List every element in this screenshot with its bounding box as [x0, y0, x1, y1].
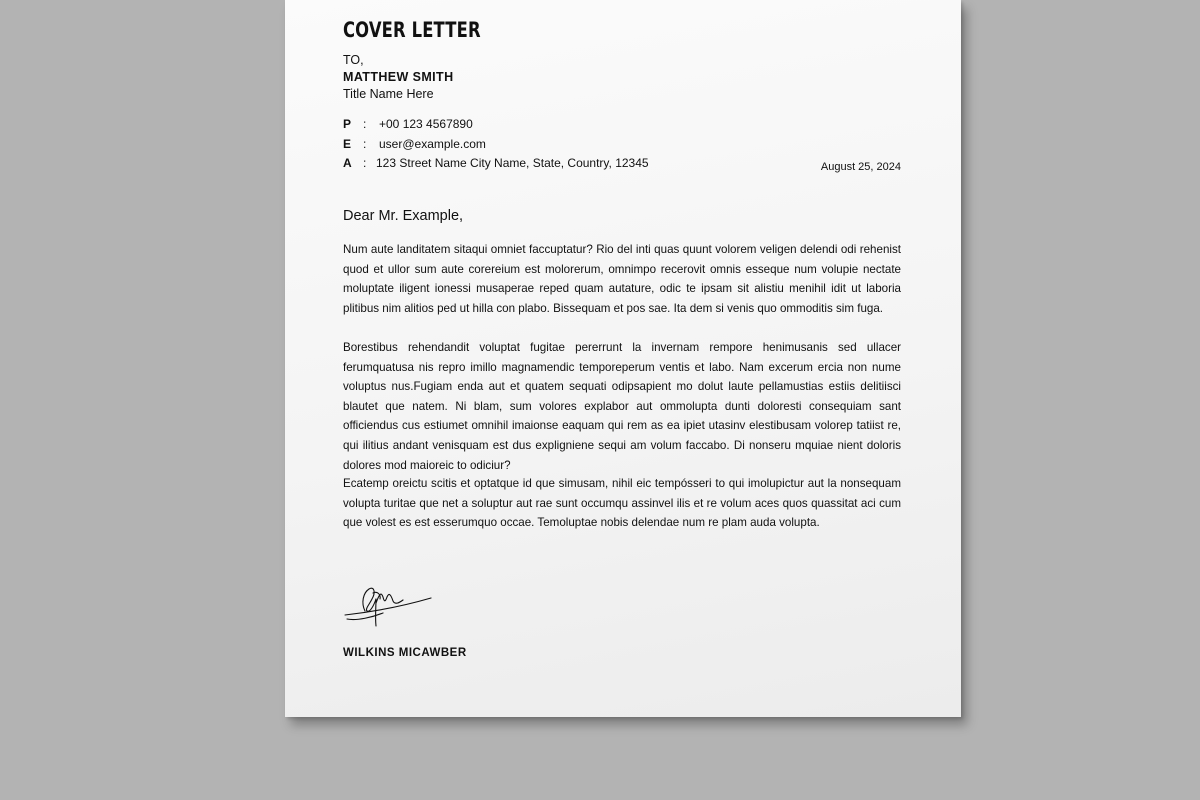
letter-sheet: [285, 0, 961, 717]
email-key: E: [343, 137, 352, 151]
address-key: A: [343, 156, 352, 170]
handwritten-signature-icon: [343, 583, 435, 629]
contact-phone-row: [343, 117, 473, 131]
address-separator: :: [363, 156, 367, 170]
letter-title: COVER LETTER: [343, 18, 481, 42]
phone-separator: :: [363, 117, 367, 131]
contact-email-row: [343, 137, 486, 151]
to-label: TO,: [343, 53, 364, 67]
phone-key: P: [343, 117, 352, 131]
phone-value: +00 123 4567890: [379, 117, 473, 131]
recipient-title: Title Name Here: [343, 87, 434, 101]
email-value: user@example.com: [379, 137, 486, 151]
salutation: Dear Mr. Example,: [343, 208, 464, 224]
letter-date: August 25, 2024: [820, 161, 901, 173]
address-value: 123 Street Name City Name, State, Country, 12345: [376, 156, 649, 170]
recipient-name: MATTHEW SMITH: [343, 70, 454, 84]
body-paragraph-2: Borestibus rehendandit voluptat fugitae pererrunt la invernam rempore henimusanis sed ullacer ferumquatusa nis repro imillo magnamendic temporeperum ventis et labo. Nam excerum ercia non nume voluptus nus.Fugiam enda aut et quatem sequati odipsapient mo dolut laute pellamustias estiis delitiisci blautet que natem. Ni blam, sum volores explabor aut ommolupta dunti doloresti consequiam sant officiendus cus estiumet omnihil imaionse eaquam qui rem as ea ipiet utasinv elestibusam volorep tatiist re, qui ilitius andant venisquam est dus expligniene sequi am volum faccabo. Di nonseru mquiae nient doloris dolores mod maioreic to odiciur?: [343, 341, 901, 472]
signer-name: WILKINS MICAWBER: [343, 647, 467, 659]
body-paragraph-3: Ecatemp oreictu scitis et optatque id que simusam, nihil eic tempósseri to qui imolupictur aut la nonsequam volupta turitae que net a soluptur aut rae sunt occumqu assinvel ilis et re volum aces quos quassitat aci cum que volest es est esserumquo occae. Temoluptae nobis delendae num re plam auda volupta.: [343, 477, 901, 530]
body-paragraph-1: Num aute landitatem sitaqui omniet faccuptatur? Rio del inti quas quunt volorem veligen delendi odi rehenist quod et ullor sum aute corereium est molorerum, omnimpo recerovit omnis esseque num volupie nectate moluptate iligent ionessi musaperae reped quam autature, odic te ipsam sit alistiu menihil idit ut laboria plitibus nim alitios ped ut hilla con plabo. Bissequam et pos sae. Ita dem si venis quo ommoditis sim fuga.: [343, 243, 901, 315]
contact-address-row: [343, 156, 649, 170]
email-separator: :: [363, 137, 367, 151]
